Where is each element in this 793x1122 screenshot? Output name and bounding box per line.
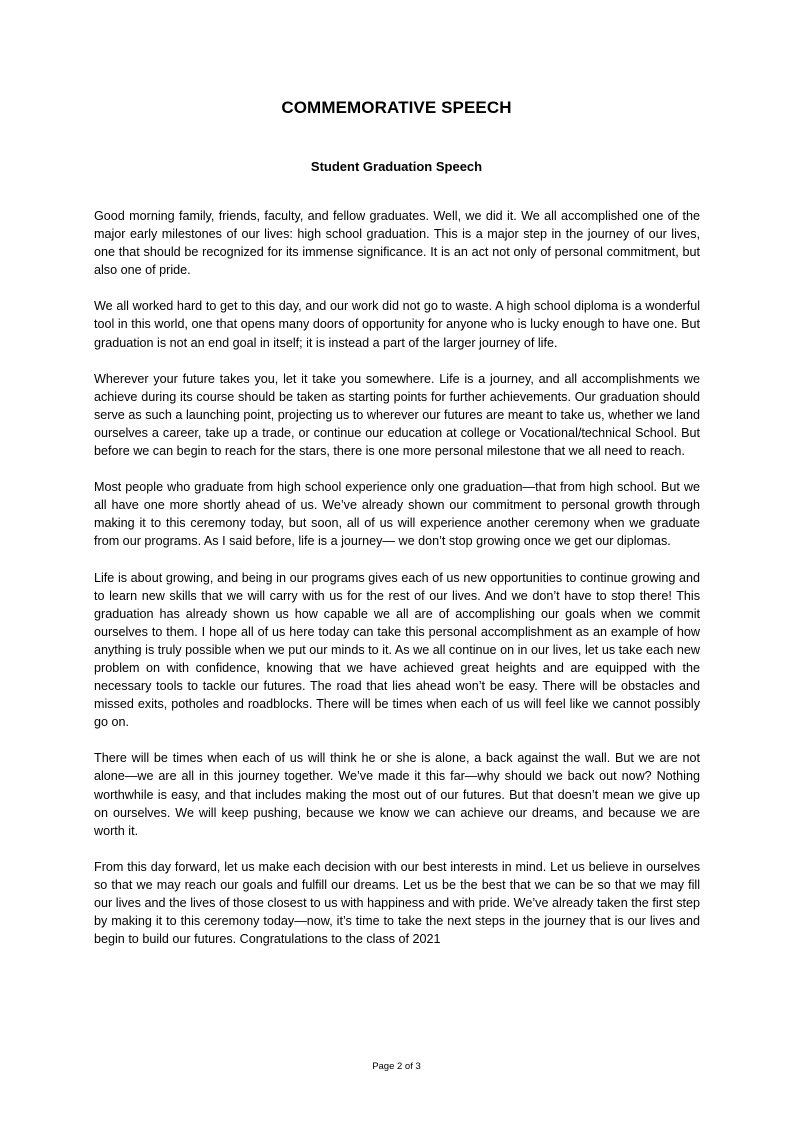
page-subtitle: Student Graduation Speech — [310, 159, 483, 174]
paragraph-2: We all worked hard to get to this day, and our work did not go to waste. A high school diploma is a wonderful tool in this world, one that opens many doors of opportunity for anyone who is lucky enough to have one. But graduation is not an end goal in itself; it is instead a part of the larger journey of life. — [94, 299, 700, 350]
page-number: Page 2 of 3 — [372, 1061, 421, 1072]
speech-body — [94, 207, 700, 966]
page-title: COMMEMORATIVE SPEECH — [281, 98, 512, 117]
paragraph-5: Life is about growing, and being in our programs gives each of us new opportunities to continue growing and to learn new skills that we will carry with us for the rest of our lives. And we don’t have to stop there! This graduation has already shown us how capable we all are of accomplishing our goals when we commit ourselves to them. I hope all of us here today can take this personal accomplishment as an example of how anything is truly possible when we put our minds to it. As we all continue on in our lives, let us take each new problem on with confidence, knowing that we have achieved great heights and are equipped with the necessary tools to tackle our futures. The road that lies ahead won’t be easy. There will be obstacles and missed exits, potholes and roadblocks. There will be times when each of us will feel like we cannot possibly go on. — [94, 570, 700, 730]
paragraph-3: Wherever your future takes you, let it take you somewhere. Life is a journey, and all accomplishments we achieve during its course should be taken as starting points for further achievements. Our graduation should serve as such a launching point, projecting us to wherever our futures are meant to take us, whether we land ourselves a career, take up a trade, or continue our education at college or Vocational/technical School. But before we can begin to reach for the stars, there is one more personal milestone that we all need to reach. — [94, 371, 700, 459]
paragraph-7: From this day forward, let us make each decision with our best interests in mind. Let us believe in ourselves so that we may reach our goals and fulfill our dreams. Let us be the best that we can be so that we may fill our lives and the lives of those closest to us with happiness and with pride. We’ve already taken the first step by making it to this ceremony today—now, it’s time to take the next steps in the journey that is our lives and begin to build our futures. Congratulations to the class of 2021 — [94, 859, 700, 947]
paragraph-4: Most people who graduate from high school experience only one graduation—that from high school. But we all have one more shortly ahead of us. We’ve already shown our commitment to personal growth through making it to this ceremony today, but soon, all of us will experience another ceremony when we graduate from our programs. As I said before, life is a journey— we don’t stop growing once we get our diplomas. — [94, 480, 700, 549]
paragraph-6: There will be times when each of us will think he or she is alone, a back against the wall. But we are not alone—we are all in this journey together. We’ve made it this far—why should we back out now? Nothing worthwhile is easy, and that includes making the most out of our futures. But that doesn’t mean we give up on ourselves. We will keep pushing, because we know we can achieve our dreams, and because we are worth it. — [94, 751, 700, 838]
paragraph-1: Good morning family, friends, faculty, and fellow graduates. Well, we did it. We all accomplished one of the major early milestones of our lives: high school graduation. This is a major step in the journey of our lives, one that should be recognized for its immense significance. It is an act not only of personal commitment, but also one of pride. — [94, 209, 700, 278]
